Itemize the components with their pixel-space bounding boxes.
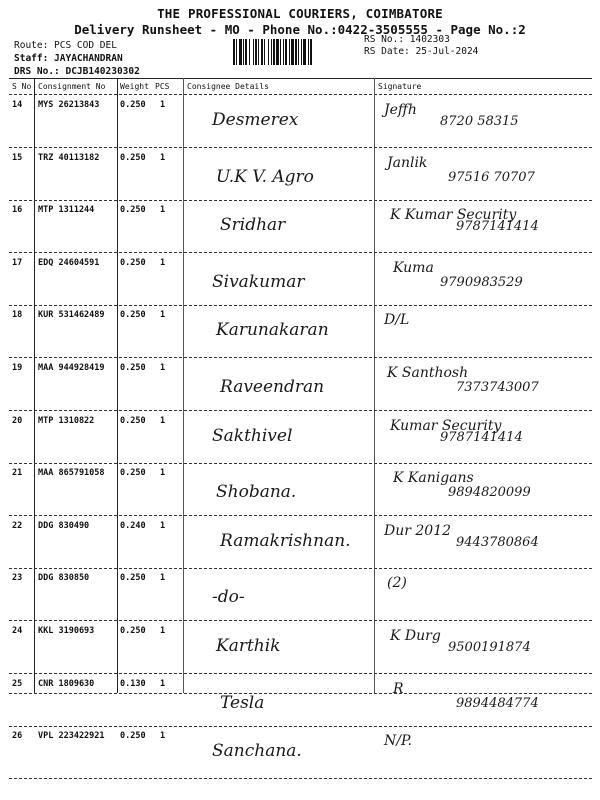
pcs-value: 1 (160, 415, 166, 426)
signature-phone: 9443780864 (456, 534, 539, 550)
signature-mark: K Kumar Security (390, 207, 517, 224)
signature-phone: 9790983529 (440, 274, 523, 290)
consignee-name: Tesla (220, 692, 265, 713)
pcs-value: 1 (160, 678, 166, 689)
table-bottom-rule (9, 693, 592, 694)
header-bottom-rule (9, 94, 592, 95)
table-row (0, 675, 600, 727)
consignment-number: MAA 865791058 (38, 468, 105, 479)
serial-number: 15 (12, 152, 23, 163)
serial-number: 18 (12, 310, 23, 321)
weight-value: 0.250 (120, 205, 146, 216)
row-divider (9, 778, 592, 779)
consignment-number: TRZ 40113182 (38, 152, 100, 163)
table-row (0, 727, 600, 779)
consignee-name: Sridhar (220, 215, 286, 236)
consignee-name: Shobana. (216, 482, 297, 503)
consignee-name: Karthik (216, 636, 281, 656)
pcs-value: 1 (160, 520, 166, 531)
pcs-value: 1 (160, 626, 166, 636)
barcode (233, 39, 357, 65)
table-row (0, 569, 600, 621)
signature-phone: 97516 70707 (448, 169, 535, 185)
consignment-number: VPL 223422921 (38, 731, 105, 742)
serial-number: 20 (12, 415, 23, 426)
table-row (0, 201, 600, 253)
signature-phone: 9787141414 (440, 429, 523, 445)
signature-mark: Janlik (387, 154, 428, 171)
consignee-name: Desmerex (212, 110, 299, 130)
signature-mark: K Santhosh (387, 365, 469, 381)
signature-mark: K Durg (390, 628, 441, 644)
signature-phone: 9787141414 (456, 219, 539, 235)
pcs-value: 1 (160, 257, 166, 268)
pcs-value: 1 (160, 152, 166, 163)
col-pcs-header: PCS (155, 82, 170, 91)
weight-value: 0.250 (120, 415, 146, 426)
serial-number: 23 (12, 573, 23, 584)
serial-number: 22 (12, 520, 23, 531)
rs-date: RS Date: 25-Jul-2024 (364, 46, 479, 57)
pcs-value: 1 (160, 573, 166, 584)
consignee-name: Ramakrishnan. (220, 530, 351, 551)
consignment-number: KKL 3190693 (38, 626, 95, 636)
consignment-number: DDG 830490 (38, 520, 90, 531)
signature-mark: (2) (387, 575, 407, 592)
table-row (0, 517, 600, 569)
serial-number: 16 (12, 205, 23, 216)
signature-phone: 8720 58315 (440, 114, 519, 129)
weight-value: 0.240 (120, 520, 146, 531)
signature-phone: 7373743007 (456, 380, 539, 395)
weight-value: 0.250 (120, 573, 146, 584)
signature-mark: N/P. (384, 733, 412, 750)
consignment-number: MTP 1310822 (38, 415, 95, 426)
weight-value: 0.130 (120, 678, 146, 689)
pcs-value: 1 (160, 310, 166, 321)
consignment-number: CNR 1809630 (38, 678, 95, 689)
table-row (0, 254, 600, 306)
col-consignment-header: Consignment No (38, 82, 106, 91)
consignment-number: EDQ 24604591 (38, 257, 100, 268)
runsheet-title: Delivery Runsheet - MO - Phone No.:0422-3505555 - Page No.:2 (74, 22, 526, 37)
table-row (0, 464, 600, 516)
weight-value: 0.250 (120, 257, 146, 268)
table-row (0, 622, 600, 674)
table-row (0, 149, 600, 201)
table-row (0, 359, 600, 411)
consignee-name: Sivakumar (212, 271, 305, 292)
col-details-header: Consignee Details (187, 82, 269, 91)
weight-value: 0.250 (120, 363, 146, 373)
weight-value: 0.250 (120, 152, 146, 163)
consignee-name: U.K V. Agro (216, 166, 314, 187)
consignment-number: MYS 26213843 (38, 100, 100, 110)
serial-number: 26 (12, 731, 23, 742)
signature-mark: D/L (384, 312, 410, 329)
signature-mark: R (393, 680, 404, 697)
col-sno-header: S No (12, 82, 32, 91)
serial-number: 25 (12, 678, 23, 689)
rs-number: RS No.: 1402303 (364, 34, 450, 45)
signature-mark: Kumar Security (390, 417, 502, 434)
consignee-name: Karunakaran (216, 320, 329, 341)
staff-label: Staff: JAYACHANDRAN (14, 53, 123, 64)
consignee-name: Sanchana. (212, 741, 302, 762)
table-row (0, 306, 600, 358)
header-top-rule (9, 78, 592, 79)
pcs-value: 1 (160, 468, 166, 479)
consignee-name: Sakthivel (212, 425, 293, 446)
consignment-number: MTP 1311244 (38, 205, 95, 216)
signature-mark: Dur 2012 (384, 522, 452, 539)
company-title: THE PROFESSIONAL COURIERS, COIMBATORE (157, 6, 443, 21)
serial-number: 24 (12, 626, 23, 636)
serial-number: 21 (12, 468, 23, 479)
weight-value: 0.250 (120, 731, 146, 742)
consignment-number: DDG 830850 (38, 573, 90, 584)
serial-number: 14 (12, 100, 23, 110)
route-label: Route: PCS COD DEL (14, 40, 117, 51)
table-row (0, 412, 600, 464)
weight-value: 0.250 (120, 468, 146, 479)
pcs-value: 1 (160, 731, 166, 742)
weight-value: 0.250 (120, 626, 146, 636)
signature-phone: 9894484774 (456, 695, 539, 711)
consignment-number: MAA 944928419 (38, 363, 105, 373)
drs-number: DRS No.: DCJB140230302 (14, 66, 140, 77)
signature-mark: Jeffh (384, 102, 417, 118)
consignee-name: Raveendran (220, 377, 325, 397)
table-row (0, 96, 600, 148)
serial-number: 17 (12, 257, 23, 268)
consignment-number: KUR 531462489 (38, 310, 105, 321)
pcs-value: 1 (160, 205, 166, 216)
col-weight-header: Weight (120, 82, 149, 91)
serial-number: 19 (12, 363, 23, 373)
weight-value: 0.250 (120, 310, 146, 321)
signature-mark: K Kanigans (393, 470, 474, 487)
weight-value: 0.250 (120, 100, 146, 110)
pcs-value: 1 (160, 363, 166, 373)
signature-mark: Kuma (393, 259, 434, 276)
consignee-name: -do- (212, 587, 245, 608)
signature-phone: 9500191874 (448, 640, 531, 655)
col-signature-header: Signature (378, 82, 422, 91)
signature-phone: 9894820099 (448, 485, 531, 501)
pcs-value: 1 (160, 100, 166, 110)
